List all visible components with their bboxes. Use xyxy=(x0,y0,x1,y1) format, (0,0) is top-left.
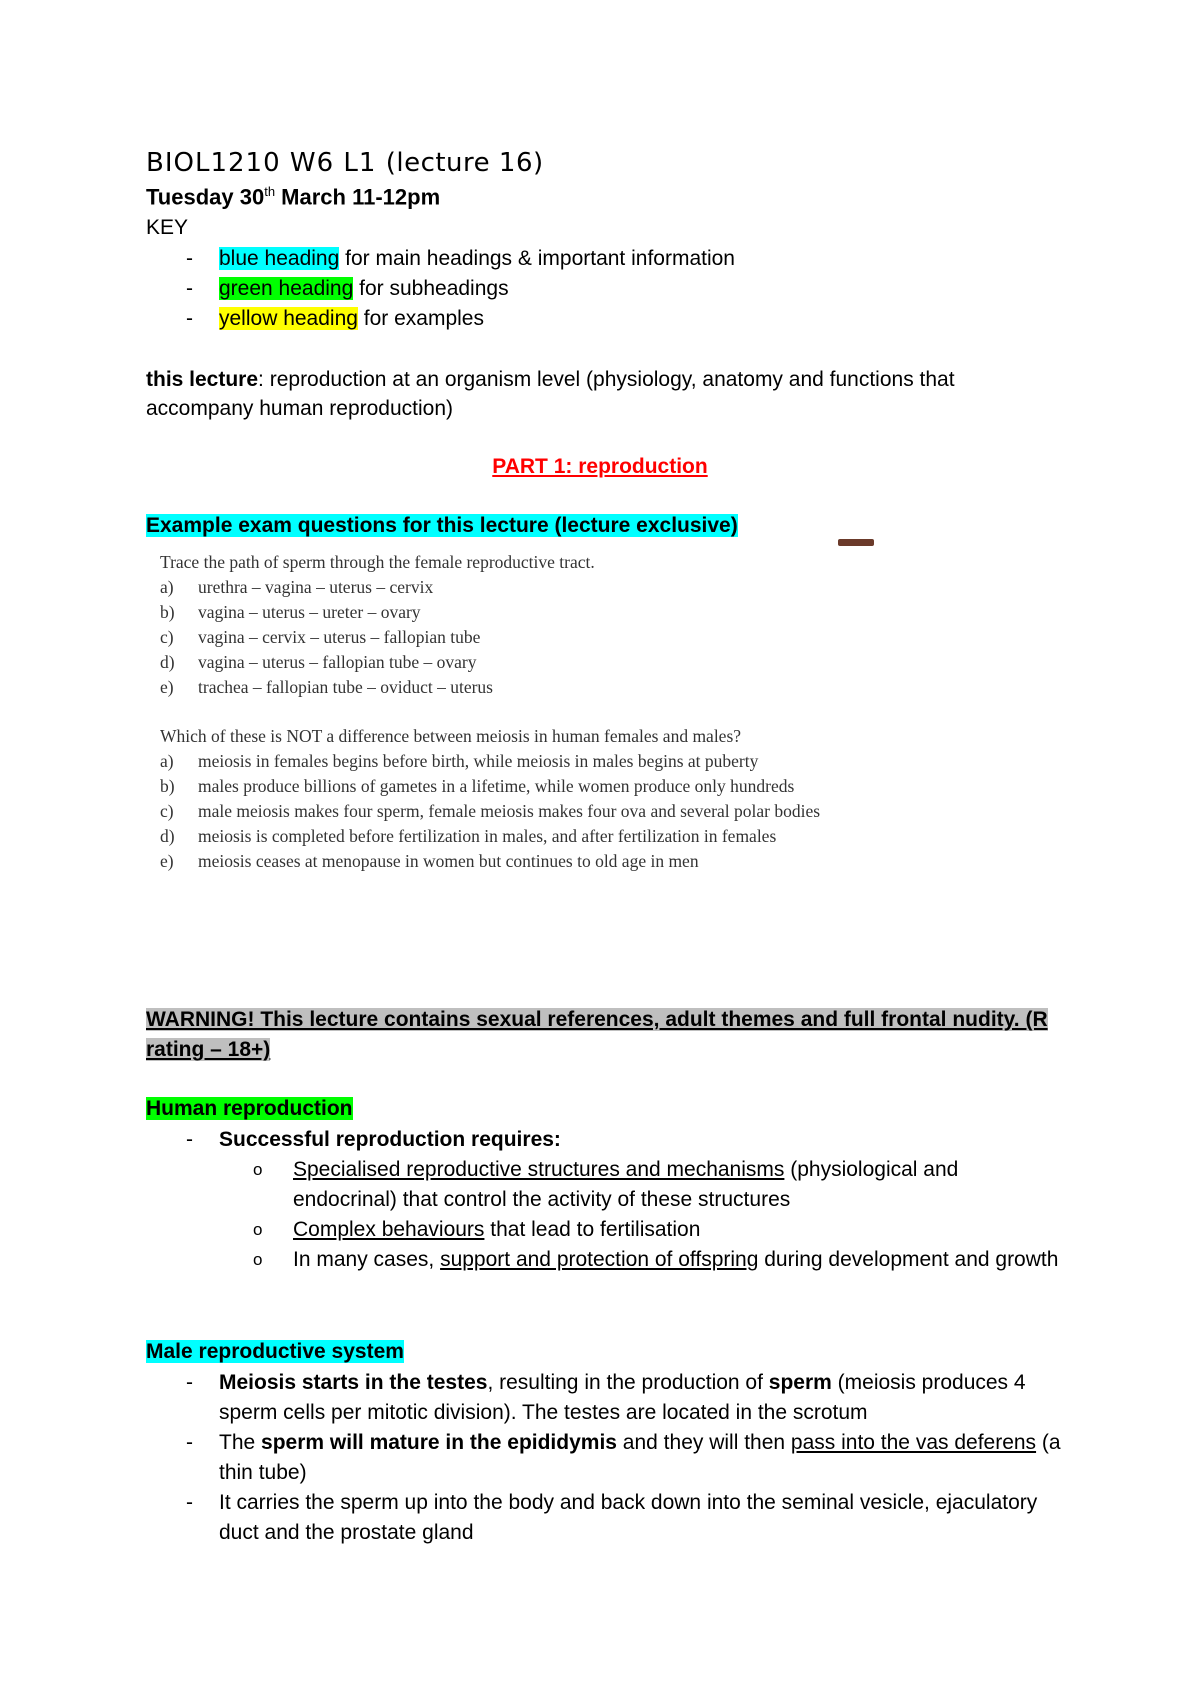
list-item xyxy=(160,824,863,849)
question-1: Trace the path of sperm through the female reproductive tract. xyxy=(160,552,595,572)
human-reproduction-list xyxy=(186,1125,1066,1275)
option-letter: e) xyxy=(160,851,174,871)
item-text: (meiosis produces 4 sperm cells per mitotic division). The testes are located in the scrotum xyxy=(219,1371,1026,1424)
list-dash: - xyxy=(186,1431,193,1454)
list-dash: - xyxy=(186,1128,193,1151)
human-reproduction-heading xyxy=(146,1097,353,1121)
option-letter: d) xyxy=(160,652,175,672)
option-text: meiosis is completed before fertilization in males, and after fertilization in females xyxy=(198,826,777,846)
image-fragment xyxy=(838,539,874,546)
circle-bullet-icon: o xyxy=(253,1250,263,1269)
intro-text: : reproduction at an organism level (physiology, anatomy and functions that accompany human reproduction) xyxy=(146,368,955,420)
option-text: urethra – vagina – uterus – cervix xyxy=(198,577,434,597)
option-letter: e) xyxy=(160,677,174,697)
option-letter: a) xyxy=(160,577,174,597)
option-text: meiosis in females begins before birth, while meiosis in males begins at puberty xyxy=(198,751,759,771)
list-item xyxy=(160,799,868,824)
list-item xyxy=(186,1428,1066,1488)
exam-heading-text: Example exam questions for this lecture (lecture exclusive) xyxy=(146,514,738,537)
intro-label: this lecture xyxy=(146,368,259,391)
option-letter: c) xyxy=(160,627,174,647)
underlined-text: Complex behaviours xyxy=(293,1218,485,1241)
title-code: BIOL1210 W6 L1 xyxy=(146,148,377,178)
list-item xyxy=(186,1368,1066,1428)
lecture-intro xyxy=(146,365,1046,423)
exam-questions-heading xyxy=(146,514,738,538)
part-heading: PART 1: reproduction xyxy=(492,455,708,478)
option-letter: b) xyxy=(160,602,175,622)
option-text: male meiosis makes four sperm, female meiosis makes four ova and several polar bodies xyxy=(198,801,821,821)
option-text: meiosis ceases at menopause in women but continues to old age in men xyxy=(198,851,699,871)
list-item xyxy=(160,650,900,675)
list-subitem xyxy=(186,1245,1066,1275)
list-item xyxy=(160,575,900,600)
document-title xyxy=(146,148,544,178)
item-text: The xyxy=(219,1431,262,1454)
list-item xyxy=(160,600,900,625)
bold-text: sperm will mature in the epididymis xyxy=(261,1431,617,1454)
green-heading-sample: green heading xyxy=(219,277,354,300)
key-list xyxy=(186,244,735,334)
option-text: trachea – fallopian tube – oviduct – uterus xyxy=(198,677,493,697)
date-prefix: Tuesday 30 xyxy=(146,184,265,210)
circle-bullet-icon: o xyxy=(253,1220,263,1239)
key-item-blue xyxy=(186,244,735,274)
bold-text: Meiosis starts in the testes xyxy=(219,1371,488,1394)
list-item xyxy=(160,849,900,874)
option-letter: a) xyxy=(160,751,174,771)
heading-text: Male reproductive system xyxy=(146,1340,404,1363)
circle-bullet-icon: o xyxy=(253,1160,263,1179)
key-item-text: for subheadings xyxy=(353,277,509,300)
option-text: vagina – uterus – ureter – ovary xyxy=(198,602,421,622)
option-text: males produce billions of gametes in a lifetime, while women produce only hundreds xyxy=(198,776,795,796)
item-text: In many cases, xyxy=(293,1248,441,1271)
key-label: KEY xyxy=(146,216,189,239)
question-2: Which of these is NOT a difference between meiosis in human females and males? xyxy=(160,726,742,746)
list-dash: - xyxy=(186,307,193,330)
key-item-text: for examples xyxy=(357,307,484,330)
content-warning xyxy=(146,1005,1062,1065)
item-text: (physiological and endocrinal) that control the activity of these structures xyxy=(293,1158,959,1211)
key-item-yellow xyxy=(186,304,735,334)
list-item xyxy=(186,1125,1066,1155)
option-text: vagina – cervix – uterus – fallopian tube xyxy=(198,627,481,647)
item-text: Successful reproduction requires: xyxy=(219,1128,561,1151)
list-item xyxy=(186,1488,1066,1548)
underlined-text: support and protection of offspring xyxy=(440,1248,759,1271)
list-item xyxy=(160,774,823,799)
male-reproductive-list xyxy=(186,1368,1066,1548)
item-text: It carries the sperm up into the body and back down into the seminal vesicle, ejaculatory duct and the prostate gland xyxy=(219,1491,1038,1544)
list-dash: - xyxy=(186,277,193,300)
bold-text: sperm xyxy=(768,1371,832,1394)
lecture-date xyxy=(146,184,440,210)
heading-text: Human reproduction xyxy=(146,1097,353,1120)
item-text: , resulting in the production of xyxy=(487,1371,769,1394)
item-text: that lead to fertilisation xyxy=(484,1218,701,1241)
date-superscript: th xyxy=(264,184,276,199)
option-letter: c) xyxy=(160,801,174,821)
list-item xyxy=(160,625,900,650)
yellow-heading-sample: yellow heading xyxy=(219,307,358,330)
list-dash: - xyxy=(186,1371,193,1394)
item-text: and they will then xyxy=(616,1431,791,1454)
title-suffix: (lecture 16) xyxy=(385,148,544,178)
underlined-text: Specialised reproductive structures and mechanisms xyxy=(293,1158,785,1181)
list-subitem xyxy=(186,1155,1066,1215)
item-text: during development and growth xyxy=(758,1248,1059,1271)
list-dash: - xyxy=(186,1491,193,1514)
key-item-green xyxy=(186,274,735,304)
list-subitem xyxy=(186,1215,1066,1245)
option-letter: d) xyxy=(160,826,175,846)
list-dash: - xyxy=(186,247,193,270)
exam-questions-image xyxy=(160,550,900,874)
male-reproductive-heading xyxy=(146,1340,404,1364)
blue-heading-sample: blue heading xyxy=(219,247,340,270)
list-item xyxy=(160,749,900,774)
underlined-text: pass into the vas deferens xyxy=(790,1431,1037,1454)
list-item xyxy=(160,675,900,700)
option-letter: b) xyxy=(160,776,175,796)
option-text: vagina – uterus – fallopian tube – ovary xyxy=(198,652,477,672)
warning-text: WARNING! This lecture contains sexual references, adult themes and full frontal nudity. (R rating – 18+) xyxy=(146,1008,1048,1061)
key-item-text: for main headings & important information xyxy=(339,247,735,270)
item-text: (a thin tube) xyxy=(219,1431,1061,1484)
date-suffix: March 11-12pm xyxy=(275,184,441,210)
